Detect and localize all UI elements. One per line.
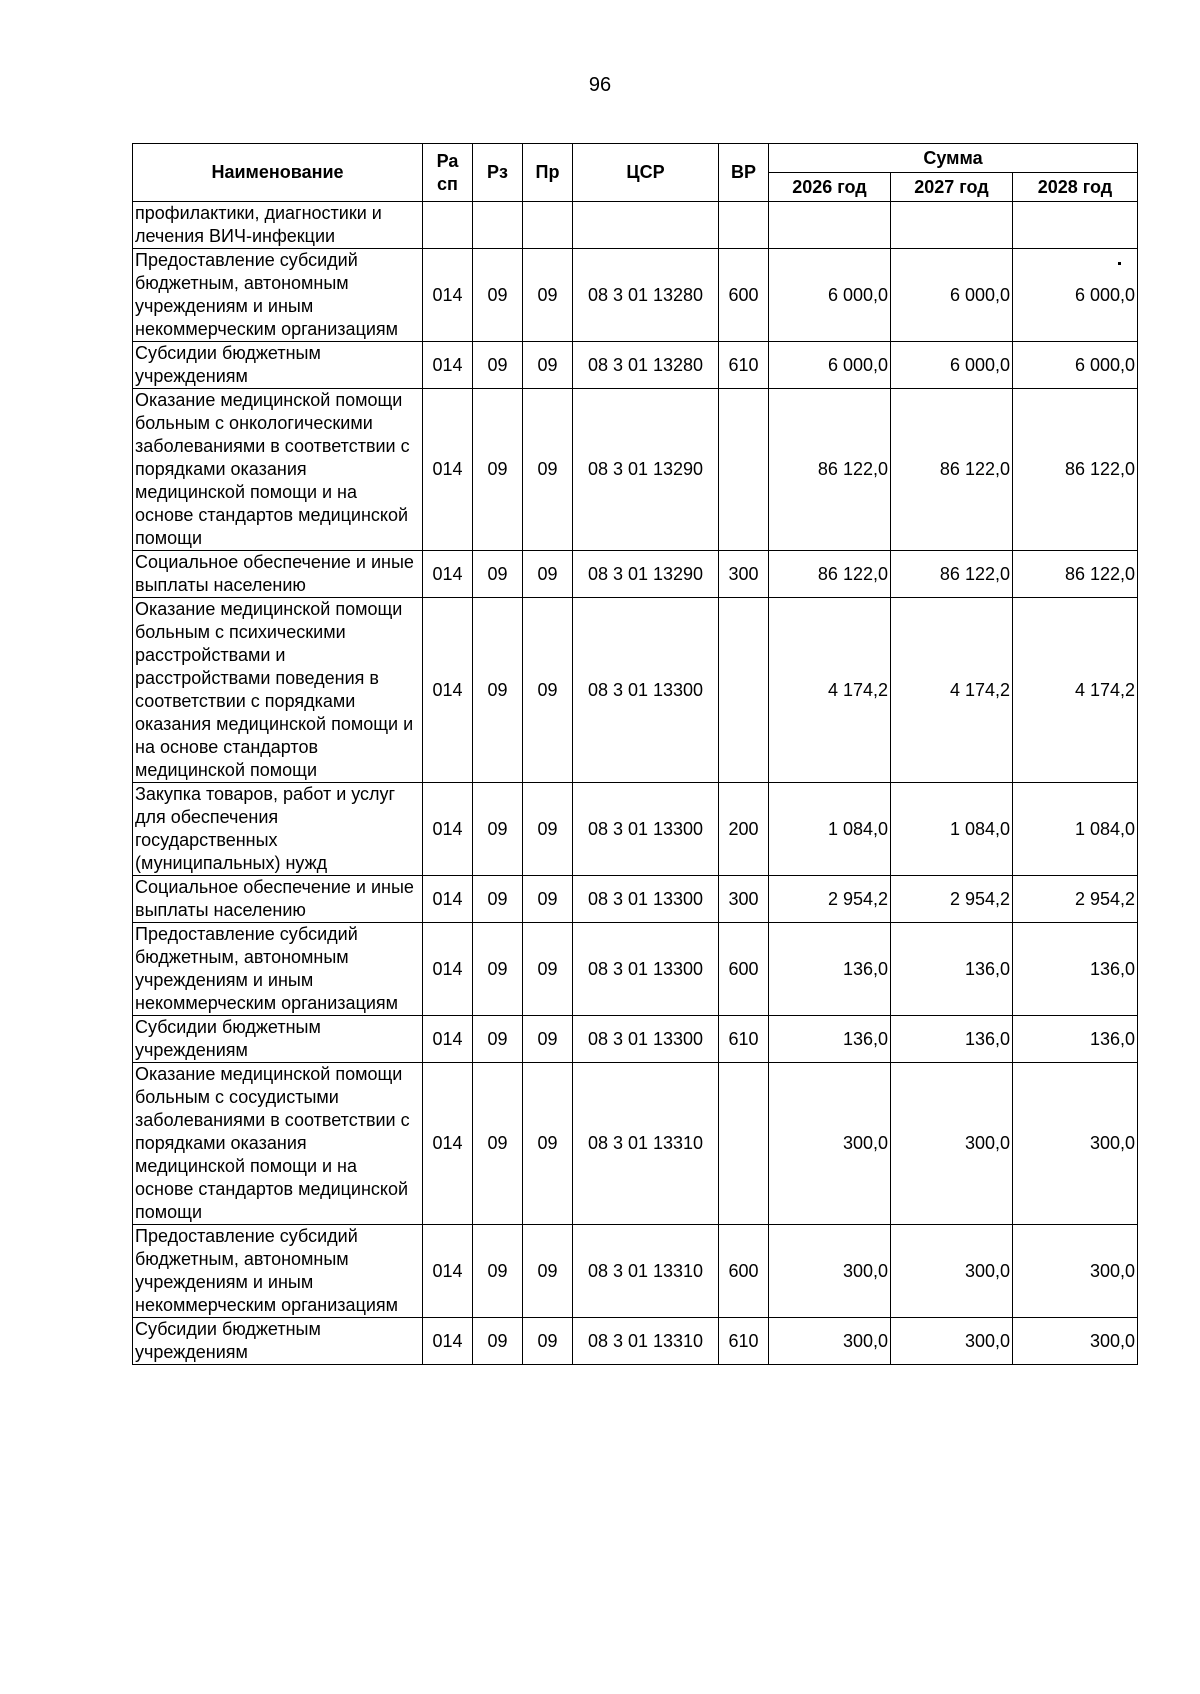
cell-2028: 4 174,2 bbox=[1013, 598, 1138, 783]
cell-name: Закупка товаров, работ и услуг для обеспечения государственных (муниципальных) нужд bbox=[133, 783, 423, 876]
cell-2026: 1 084,0 bbox=[769, 783, 891, 876]
cell-pr: 09 bbox=[523, 389, 573, 551]
cell-pr: 09 bbox=[523, 1225, 573, 1318]
table-body bbox=[133, 202, 1138, 1365]
cell-2026: 86 122,0 bbox=[769, 389, 891, 551]
table-row bbox=[133, 598, 1138, 783]
cell-name: Предоставление субсидий бюджетным, автономным учреждениям и иным некоммерческим организациям bbox=[133, 1225, 423, 1318]
cell-vr: 600 bbox=[719, 923, 769, 1016]
cell-2027: 1 084,0 bbox=[891, 783, 1013, 876]
cell-rasp: 014 bbox=[423, 876, 473, 923]
cell-rz: 09 bbox=[473, 1063, 523, 1225]
header-name: Наименование bbox=[133, 144, 423, 202]
cell-csr: 08 3 01 13300 bbox=[573, 1016, 719, 1063]
header-year-2026: 2026 год bbox=[769, 173, 891, 202]
cell-pr: 09 bbox=[523, 551, 573, 598]
cell-rz: 09 bbox=[473, 923, 523, 1016]
cell-2027: 6 000,0 bbox=[891, 342, 1013, 389]
cell-vr: 610 bbox=[719, 1318, 769, 1365]
table-header bbox=[133, 144, 1138, 202]
header-vr: ВР bbox=[719, 144, 769, 202]
cell-rasp: 014 bbox=[423, 551, 473, 598]
header-sum: Сумма bbox=[769, 144, 1138, 173]
cell-vr bbox=[719, 389, 769, 551]
cell-rz: 09 bbox=[473, 783, 523, 876]
cell-pr: 09 bbox=[523, 249, 573, 342]
header-rz: Рз bbox=[473, 144, 523, 202]
cell-csr: 08 3 01 13280 bbox=[573, 342, 719, 389]
cell-2028: 136,0 bbox=[1013, 1016, 1138, 1063]
cell-rz: 09 bbox=[473, 1016, 523, 1063]
cell-vr: 600 bbox=[719, 249, 769, 342]
cell-pr: 09 bbox=[523, 876, 573, 923]
cell-csr: 08 3 01 13310 bbox=[573, 1063, 719, 1225]
cell-rz: 09 bbox=[473, 876, 523, 923]
cell-pr: 09 bbox=[523, 1063, 573, 1225]
cell-rz: 09 bbox=[473, 551, 523, 598]
cell-2027: 136,0 bbox=[891, 1016, 1013, 1063]
cell-csr: 08 3 01 13280 bbox=[573, 249, 719, 342]
table-row bbox=[133, 551, 1138, 598]
cell-vr bbox=[719, 598, 769, 783]
cell-2028: 136,0 bbox=[1013, 923, 1138, 1016]
cell-2026: 6 000,0 bbox=[769, 342, 891, 389]
cell-2028: 6 000,0 bbox=[1013, 342, 1138, 389]
cell-2028: 300,0 bbox=[1013, 1225, 1138, 1318]
header-rasp: Ра сп bbox=[423, 144, 473, 202]
cell-rz: 09 bbox=[473, 598, 523, 783]
cell-name: Оказание медицинской помощи больным с онкологическими заболеваниями в соответствии с порядками оказания медицинской помощи и на основе стандартов медицинской помощи bbox=[133, 389, 423, 551]
cell-rz: 09 bbox=[473, 249, 523, 342]
cell-2027: 136,0 bbox=[891, 923, 1013, 1016]
table-row bbox=[133, 389, 1138, 551]
cell-name: Социальное обеспечение и иные выплаты населению bbox=[133, 551, 423, 598]
cell-pr bbox=[523, 202, 573, 249]
cell-2027: 300,0 bbox=[891, 1063, 1013, 1225]
cell-2027: 300,0 bbox=[891, 1318, 1013, 1365]
cell-csr: 08 3 01 13300 bbox=[573, 876, 719, 923]
cell-2026: 300,0 bbox=[769, 1225, 891, 1318]
cell-rz: 09 bbox=[473, 1318, 523, 1365]
page-number: 96 bbox=[588, 74, 612, 96]
cell-csr: 08 3 01 13310 bbox=[573, 1318, 719, 1365]
cell-rasp: 014 bbox=[423, 1225, 473, 1318]
cell-2027: 300,0 bbox=[891, 1225, 1013, 1318]
cell-2027: 4 174,2 bbox=[891, 598, 1013, 783]
budget-table bbox=[132, 143, 1138, 1365]
cell-rasp: 014 bbox=[423, 342, 473, 389]
table-row bbox=[133, 202, 1138, 249]
cell-name: Оказание медицинской помощи больным с сосудистыми заболеваниями в соответствии с порядками оказания медицинской помощи и на основе стандартов медицинской помощи bbox=[133, 1063, 423, 1225]
cell-name: Оказание медицинской помощи больным с психическими расстройствами и расстройствами поведения в соответствии с порядками оказания медицинской помощи и на основе стандартов медицинской помощи bbox=[133, 598, 423, 783]
cell-2028: 86 122,0 bbox=[1013, 389, 1138, 551]
cell-2026: 86 122,0 bbox=[769, 551, 891, 598]
cell-pr: 09 bbox=[523, 783, 573, 876]
cell-2028: 6 000,0 bbox=[1013, 249, 1138, 342]
header-year-2028: 2028 год bbox=[1013, 173, 1138, 202]
cell-rasp: 014 bbox=[423, 1318, 473, 1365]
cell-2026: 136,0 bbox=[769, 923, 891, 1016]
cell-name: Субсидии бюджетным учреждениям bbox=[133, 1016, 423, 1063]
table-row bbox=[133, 1318, 1138, 1365]
cell-csr: 08 3 01 13300 bbox=[573, 598, 719, 783]
cell-2026: 2 954,2 bbox=[769, 876, 891, 923]
cell-pr: 09 bbox=[523, 1016, 573, 1063]
cell-name: Субсидии бюджетным учреждениям bbox=[133, 342, 423, 389]
cell-2028: 300,0 bbox=[1013, 1063, 1138, 1225]
cell-csr bbox=[573, 202, 719, 249]
cell-2028: 1 084,0 bbox=[1013, 783, 1138, 876]
cell-rasp: 014 bbox=[423, 783, 473, 876]
cell-rasp: 014 bbox=[423, 389, 473, 551]
cell-rz: 09 bbox=[473, 342, 523, 389]
header-year-2027: 2027 год bbox=[891, 173, 1013, 202]
cell-rz: 09 bbox=[473, 1225, 523, 1318]
cell-2028 bbox=[1013, 202, 1138, 249]
header-pr: Пр bbox=[523, 144, 573, 202]
table-row bbox=[133, 1225, 1138, 1318]
cell-rz: 09 bbox=[473, 389, 523, 551]
cell-csr: 08 3 01 13300 bbox=[573, 923, 719, 1016]
cell-rasp: 014 bbox=[423, 923, 473, 1016]
table-row bbox=[133, 876, 1138, 923]
cell-2027 bbox=[891, 202, 1013, 249]
cell-csr: 08 3 01 13290 bbox=[573, 389, 719, 551]
cell-rasp: 014 bbox=[423, 1063, 473, 1225]
header-csr: ЦСР bbox=[573, 144, 719, 202]
cell-pr: 09 bbox=[523, 1318, 573, 1365]
cell-vr bbox=[719, 1063, 769, 1225]
cell-pr: 09 bbox=[523, 598, 573, 783]
cell-csr: 08 3 01 13310 bbox=[573, 1225, 719, 1318]
cell-2027: 6 000,0 bbox=[891, 249, 1013, 342]
table-row bbox=[133, 1063, 1138, 1225]
cell-2026: 6 000,0 bbox=[769, 249, 891, 342]
cell-name: Предоставление субсидий бюджетным, автономным учреждениям и иным некоммерческим организациям bbox=[133, 923, 423, 1016]
cell-2028: 2 954,2 bbox=[1013, 876, 1138, 923]
cell-pr: 09 bbox=[523, 342, 573, 389]
cell-rasp: 014 bbox=[423, 598, 473, 783]
cell-rz bbox=[473, 202, 523, 249]
cell-pr: 09 bbox=[523, 923, 573, 1016]
cell-csr: 08 3 01 13290 bbox=[573, 551, 719, 598]
table-row bbox=[133, 249, 1138, 342]
cell-vr: 300 bbox=[719, 876, 769, 923]
cell-2027: 86 122,0 bbox=[891, 389, 1013, 551]
cell-vr: 200 bbox=[719, 783, 769, 876]
cell-vr: 610 bbox=[719, 342, 769, 389]
cell-2028: 86 122,0 bbox=[1013, 551, 1138, 598]
cell-2026: 300,0 bbox=[769, 1318, 891, 1365]
cell-2026: 136,0 bbox=[769, 1016, 891, 1063]
cell-name: Предоставление субсидий бюджетным, автономным учреждениям и иным некоммерческим организациям bbox=[133, 249, 423, 342]
cell-vr: 300 bbox=[719, 551, 769, 598]
cell-rasp bbox=[423, 202, 473, 249]
cell-2026: 4 174,2 bbox=[769, 598, 891, 783]
cell-csr: 08 3 01 13300 bbox=[573, 783, 719, 876]
cell-rasp: 014 bbox=[423, 249, 473, 342]
cell-2027: 2 954,2 bbox=[891, 876, 1013, 923]
table-row bbox=[133, 923, 1138, 1016]
cell-vr: 600 bbox=[719, 1225, 769, 1318]
cell-2027: 86 122,0 bbox=[891, 551, 1013, 598]
cell-name: профилактики, диагностики и лечения ВИЧ-инфекции bbox=[133, 202, 423, 249]
table-row bbox=[133, 783, 1138, 876]
cell-name: Субсидии бюджетным учреждениям bbox=[133, 1318, 423, 1365]
cell-2026: 300,0 bbox=[769, 1063, 891, 1225]
cell-name: Социальное обеспечение и иные выплаты населению bbox=[133, 876, 423, 923]
cell-2026 bbox=[769, 202, 891, 249]
table-row bbox=[133, 1016, 1138, 1063]
cell-vr bbox=[719, 202, 769, 249]
table-row bbox=[133, 342, 1138, 389]
cell-2028: 300,0 bbox=[1013, 1318, 1138, 1365]
cell-vr: 610 bbox=[719, 1016, 769, 1063]
cell-rasp: 014 bbox=[423, 1016, 473, 1063]
